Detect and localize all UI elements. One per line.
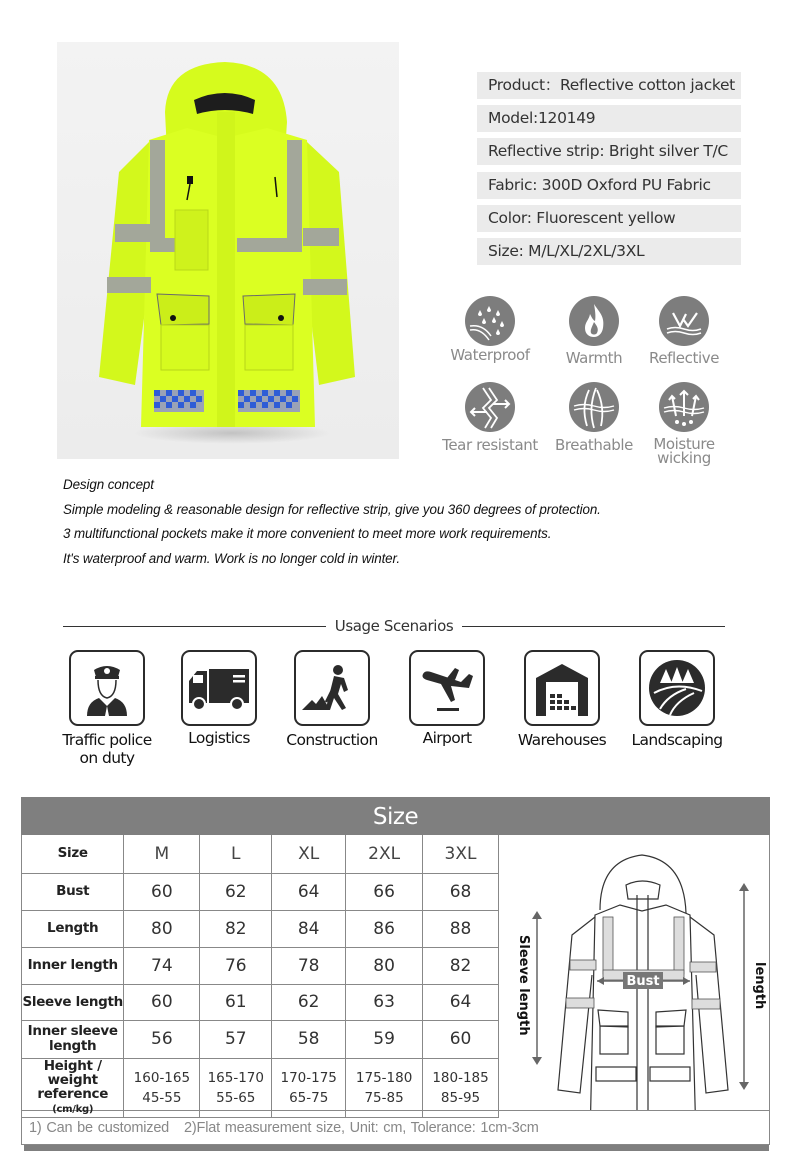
divider: [462, 626, 725, 627]
feature-moisture-wicking: Moisture wicking: [634, 382, 734, 465]
breathable-icon: [569, 382, 619, 432]
divider: [63, 626, 326, 627]
length-label: length: [752, 962, 767, 1010]
construction-worker-icon: [294, 650, 370, 726]
feature-reflective: Reflective: [634, 296, 734, 365]
usage-scenarios-heading: Usage Scenarios: [63, 616, 725, 636]
spec-product: Product：Reflective cotton jacket: [477, 72, 741, 99]
spec-size: Size: M/L/XL/2XL/3XL: [477, 238, 741, 265]
scenario-logistics: Logistics: [159, 650, 279, 747]
moisture-wicking-icon: [659, 382, 709, 432]
traffic-police-icon: [69, 650, 145, 726]
spec-fabric: Fabric: 300D Oxford PU Fabric: [477, 172, 741, 199]
measurement-diagram: [500, 835, 770, 1110]
design-concept-line: It's waterproof and warm. Work is no longer cold in winter.: [63, 550, 401, 566]
tear-resistant-icon: [465, 382, 515, 432]
table-row: Inner length 74 76 78 80 82: [22, 947, 499, 984]
scenario-airport: Airport: [387, 650, 507, 747]
warmth-icon: [569, 296, 619, 346]
table-row: Length 80 82 84 86 88: [22, 910, 499, 947]
spec-reflective-strip: Reflective strip: Bright silver T/C: [477, 138, 741, 165]
table-row-header: Size M L XL 2XL 3XL: [22, 835, 499, 873]
spec-list: [477, 72, 741, 271]
feature-breathable: Breathable: [544, 382, 644, 452]
spec-color: Color: Fluorescent yellow: [477, 205, 741, 232]
table-row: Sleeve length 60 61 62 63 64: [22, 984, 499, 1020]
product-photo: [57, 42, 399, 459]
size-chart-title: Size: [21, 797, 770, 835]
table-row-height-weight: Height / weight reference (cm/kg) 160-165 45-55 165-170 55-65 170-175 65-75 175-180 75-85 180-185 85-95: [22, 1058, 499, 1117]
table-row: Bust 60 62 64 66 68: [22, 873, 499, 910]
design-concept-title: Design concept: [63, 477, 154, 492]
size-table: [22, 835, 499, 1118]
warehouse-icon: [524, 650, 600, 726]
airplane-icon: [409, 650, 485, 726]
truck-icon: [181, 650, 257, 726]
feature-warmth: Warmth: [544, 296, 644, 365]
feature-waterproof: Waterproof: [440, 296, 540, 362]
feature-tear-resistant: Tear resistant: [440, 382, 540, 452]
table-row: Inner sleeve length 56 57 58 59 60: [22, 1020, 499, 1058]
bust-label: Bust: [626, 974, 660, 989]
scenario-warehouses: Warehouses: [502, 650, 622, 749]
jacket-illustration: [57, 42, 399, 459]
landscape-trees-icon: [639, 650, 715, 726]
reflective-icon: [659, 296, 709, 346]
scenario-traffic-police: Traffic police on duty: [47, 650, 167, 767]
design-concept: [63, 477, 703, 575]
design-concept-line: Simple modeling & reasonable design for reflective strip, give you 360 degrees of protection.: [63, 501, 601, 517]
scenario-landscaping: Landscaping: [617, 650, 737, 749]
scenario-construction: Construction: [272, 650, 392, 749]
sleeve-length-label: Sleeve length: [516, 935, 531, 1036]
waterproof-icon: [465, 296, 515, 346]
size-chart-notes: 1) Can be customized 2)Flat measurement size, Unit: cm, Tolerance: 1cm-3cm: [21, 1110, 770, 1145]
size-chart: [21, 797, 770, 1151]
bottom-bar: [24, 1145, 769, 1151]
spec-model: Model:120149: [477, 105, 741, 132]
design-concept-line: 3 multifunctional pockets make it more convenient to meet more work requirements.: [63, 526, 552, 542]
